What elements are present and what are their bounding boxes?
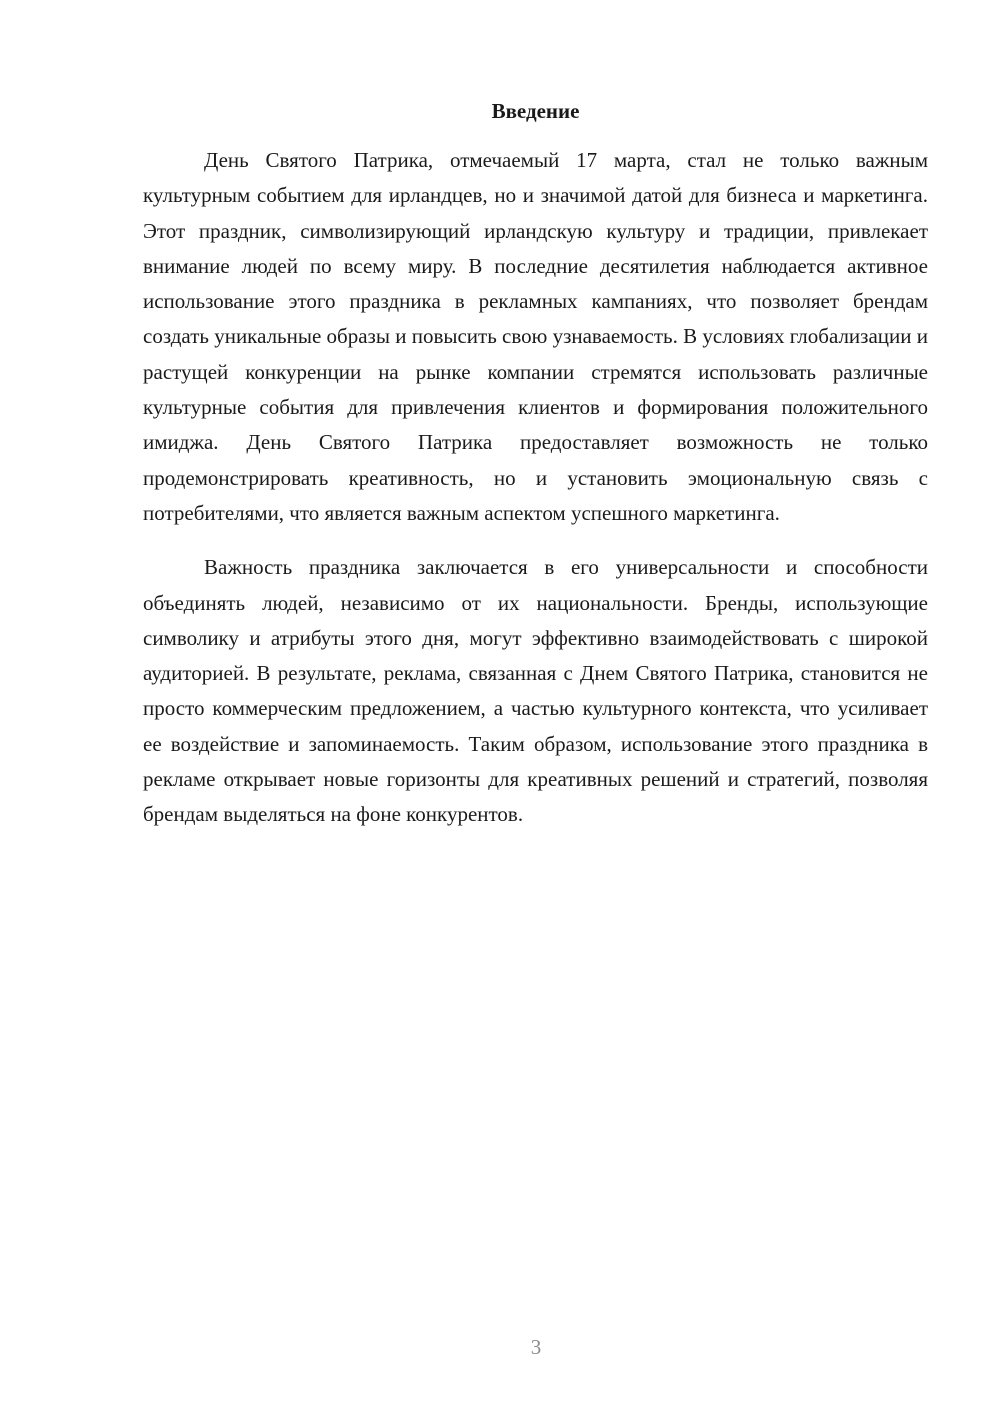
paragraph-2: Важность праздника заключается в его универсальности и способности объединять людей, независимо от их национальности. Бренды, использующие символику и атрибуты этого дня, могут эффективно взаимодействовать с широкой аудиторией. В результате, реклама, связанная с Днем Святого Патрика, становится не просто коммерческим предложением, а частью культурного контекста, что усиливает ее воздействие и запоминаемость. Таким образом, использование этого праздника в рекламе открывает новые горизонты для креативных решений и стратегий, позволяя брендам выделяться на фоне конкурентов. <box>143 555 928 827</box>
section-heading: Введение <box>491 99 580 123</box>
paragraph-1: День Святого Патрика, отмечаемый 17 марта, стал не только важным культурным событием для ирландцев, но и значимой датой для бизнеса и маркетинга. Этот праздник, символизирующий ирландскую культуру и традиции, привлекает внимание людей по всему миру. В последние десятилетия наблюдается активное использование этого праздника в рекламных кампаниях, что позволяет брендам создать уникальные образы и повысить свою узнаваемость. В условиях глобализации и растущей конкуренции на рынке компании стремятся использовать различные культурные события для привлечения клиентов и формирования положительного имиджа. День Святого Патрика предоставляет возможность не только продемонстрировать креативность, но и установить эмоциональную связь с потребителями, что является важным аспектом успешного маркетинга. <box>143 148 928 525</box>
page-number: 3 <box>530 1335 542 1359</box>
body-text <box>143 143 928 833</box>
